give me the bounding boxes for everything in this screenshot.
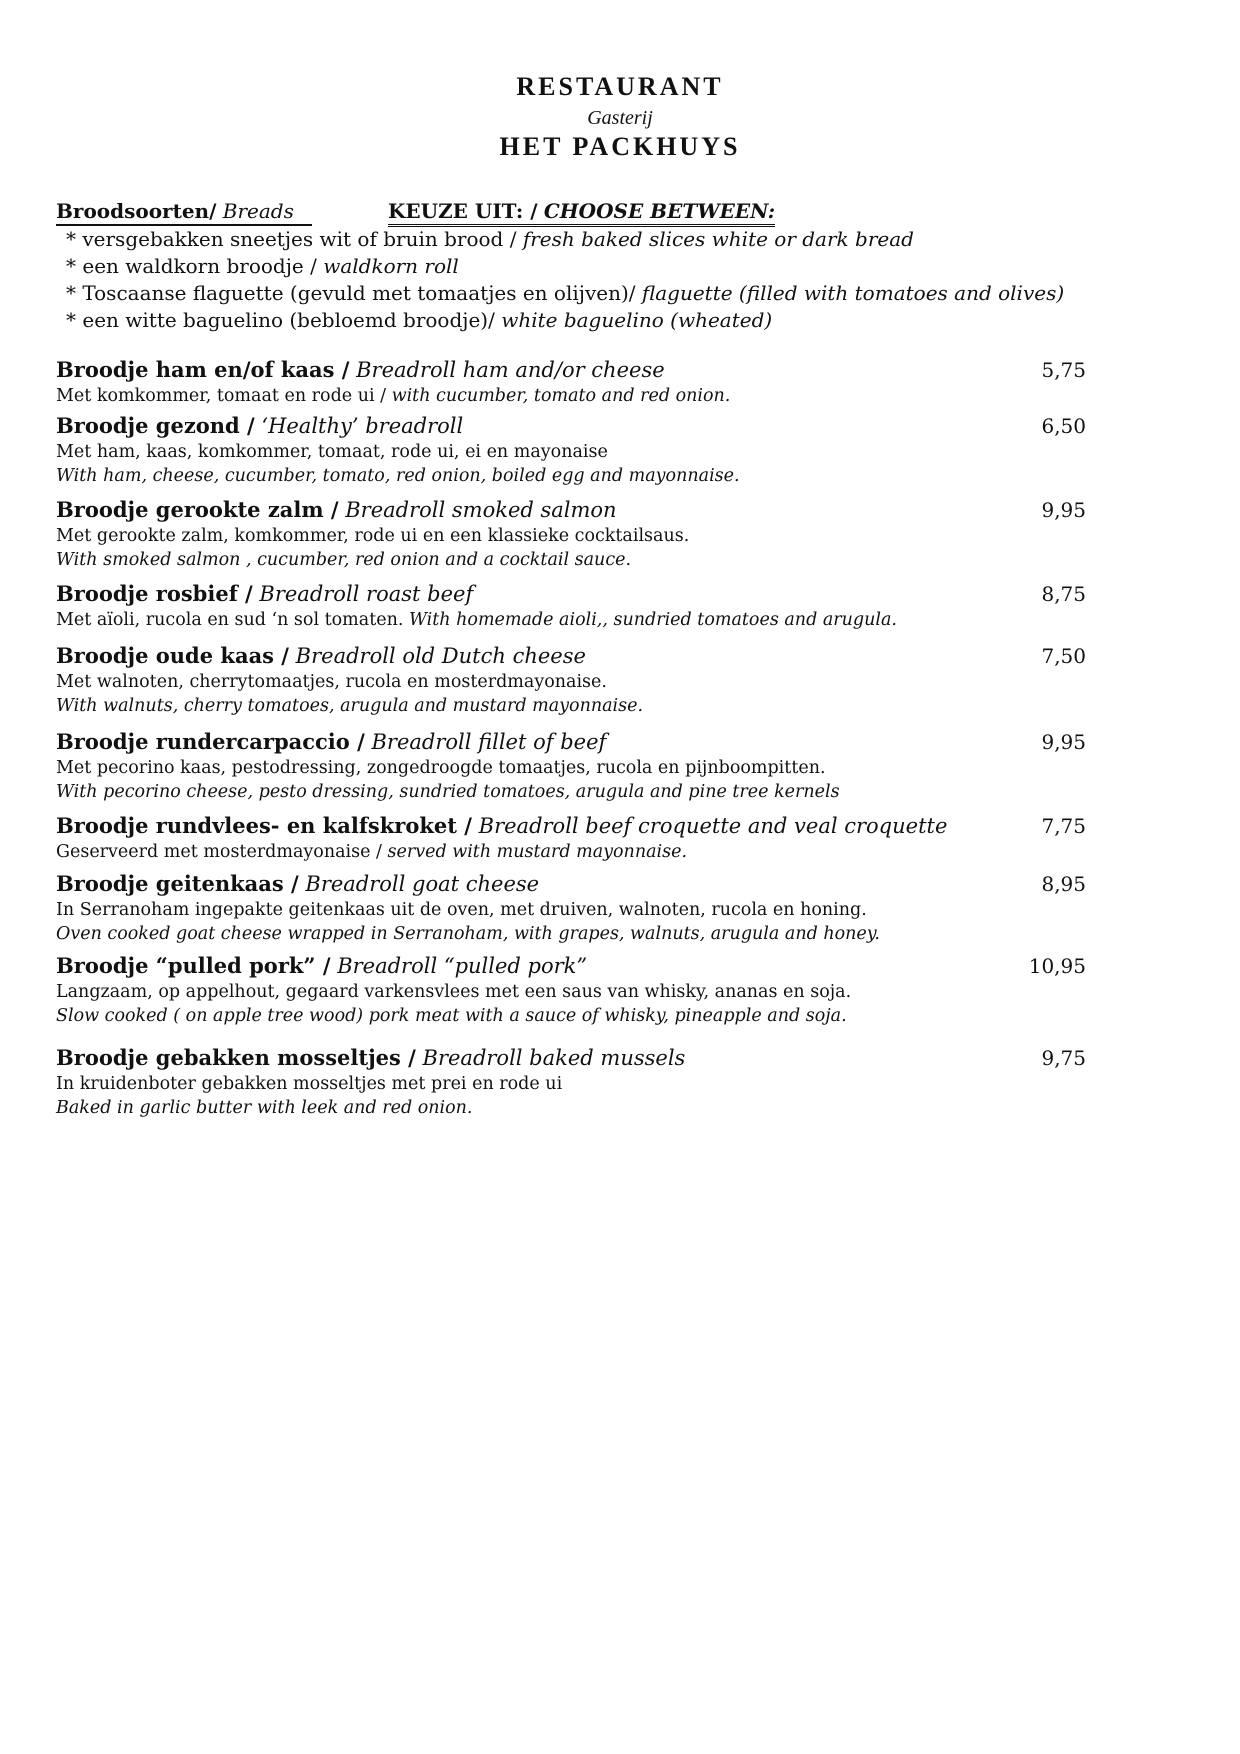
restaurant-header: [0, 72, 1240, 162]
menu-item: [56, 496, 1186, 572]
menu-item-description: [56, 980, 1186, 1004]
menu-item-description: [56, 608, 1186, 632]
menu-item-title: [56, 812, 1186, 840]
menu-items: [56, 356, 1186, 1120]
breads-title-en: Breads: [222, 199, 294, 223]
menu-item: [56, 728, 1186, 804]
menu-item-desc-nl: Met walnoten, cherrytomaatjes, rucola en mosterdmayonaise.: [56, 672, 607, 692]
menu-item-price: 9,95: [1041, 730, 1086, 754]
menu-item-price: 6,50: [1041, 414, 1086, 438]
menu-item-description: [56, 1072, 1186, 1096]
menu-item-desc-nl: In Serranoham ingepakte geitenkaas uit de oven, met druiven, walnoten, rucola en honing.: [56, 900, 867, 920]
menu-item-description: [56, 670, 1186, 694]
choose-between: [388, 198, 775, 227]
bread-option-nl: * versgebakken sneetjes wit of bruin brood /: [66, 227, 517, 251]
bread-option: [66, 280, 1186, 307]
choose-en: CHOOSE BETWEEN:: [543, 199, 776, 223]
menu-item-price: 9,95: [1041, 498, 1086, 522]
menu-item-desc-nl: Met komkommer, tomaat en rode ui /: [56, 386, 387, 406]
header-gasterij: Gasterij: [587, 107, 653, 129]
menu-item-name-en: Breadroll “pulled pork”: [337, 954, 588, 978]
bread-option-en: waldkorn roll: [323, 254, 459, 278]
menu-item-description-en: Slow cooked ( on apple tree wood) pork meat with a sauce of whisky, pineapple and soja.: [56, 1006, 847, 1026]
menu-item-description-en: Oven cooked goat cheese wrapped in Serranoham, with grapes, walnuts, arugula and honey.: [56, 924, 880, 944]
menu-item-title: [56, 728, 1186, 756]
menu-item-name-en: Breadroll roast beef: [259, 582, 474, 606]
bread-option-en: flaguette (filled with tomatoes and olives): [641, 281, 1065, 305]
menu-item-price: 8,75: [1041, 582, 1086, 606]
menu-item-name-en: Breadroll goat cheese: [305, 872, 540, 896]
menu-item-name-nl: Broodje ham en/of kaas /: [56, 357, 350, 382]
menu-item-description-en: With smoked salmon , cucumber, red onion and a cocktail sauce.: [56, 550, 632, 570]
menu-item-title: [56, 1044, 1186, 1072]
menu-item-title: [56, 952, 1186, 980]
menu-item-name-en: Breadroll smoked salmon: [345, 498, 617, 522]
menu-item-desc-nl: Langzaam, op appelhout, gegaard varkensvlees met een saus van whisky, ananas en soja.: [56, 982, 852, 1002]
menu-item-name-nl: Broodje rundvlees- en kalfskroket /: [56, 813, 472, 838]
menu-item-description-en: With pecorino cheese, pesto dressing, sundried tomatoes, arugula and pine tree kernels: [56, 782, 840, 802]
menu-item-title: [56, 496, 1186, 524]
menu-item-name-en: Breadroll fillet of beef: [371, 730, 607, 754]
menu-item-description: [56, 440, 1186, 464]
menu-item-description: [56, 384, 1186, 408]
menu-item-desc-nl: Met pecorino kaas, pestodressing, zongedroogde tomaatjes, rucola en pijnboompitten.: [56, 758, 826, 778]
menu-item-desc-nl: Met ham, kaas, komkommer, tomaat, rode ui, ei en mayonaise: [56, 442, 608, 462]
menu-item-desc-inline-en: with cucumber, tomato and red onion.: [391, 386, 731, 406]
menu-item-price: 8,95: [1041, 872, 1086, 896]
breads-section: [56, 198, 1186, 334]
menu-item: [56, 412, 1186, 488]
bread-option-nl: * Toscaanse flaguette (gevuld met tomaatjes en olijven)/: [66, 281, 636, 305]
menu-item: [56, 580, 1186, 632]
menu-item-description: [56, 756, 1186, 780]
bread-option-en: fresh baked slices white or dark bread: [522, 227, 914, 251]
menu-item: [56, 642, 1186, 718]
bread-option-en: white baguelino (wheated): [501, 308, 773, 332]
menu-item-desc-nl: Geserveerd met mosterdmayonaise /: [56, 842, 382, 862]
bread-option: [66, 307, 1186, 334]
menu-item-desc-inline-en: With homemade aioli,, sundried tomatoes and arugula.: [409, 610, 897, 630]
menu-item-desc-nl: Met gerookte zalm, komkommer, rode ui en een klassieke cocktailsaus.: [56, 526, 690, 546]
header-name: HET PACKHUYS: [499, 132, 741, 161]
menu-item-name-en: Breadroll beef croquette and veal croquette: [478, 814, 948, 838]
menu-item-price: 7,75: [1041, 814, 1086, 838]
menu-item-description-en: Baked in garlic butter with leek and red onion.: [56, 1098, 473, 1118]
menu-item-title: [56, 412, 1186, 440]
menu-item-name-nl: Broodje gebakken mosseltjes /: [56, 1045, 416, 1070]
menu-item-description-en: With walnuts, cherry tomatoes, arugula and mustard mayonnaise.: [56, 696, 644, 716]
menu-item-price: 5,75: [1041, 358, 1086, 382]
menu-item: [56, 356, 1186, 408]
menu-item-description: [56, 898, 1186, 922]
menu-item-desc-nl: In kruidenboter gebakken mosseltjes met prei en rode ui: [56, 1074, 563, 1094]
menu-item-price: 10,95: [1028, 954, 1086, 978]
menu-item-title: [56, 356, 1186, 384]
menu-item-name-nl: Broodje gezond /: [56, 413, 255, 438]
menu-item-description: [56, 524, 1186, 548]
bread-option-nl: * een waldkorn broodje /: [66, 254, 317, 278]
header-restaurant: RESTAURANT: [516, 72, 724, 101]
menu-item-name-nl: Broodje oude kaas /: [56, 643, 289, 668]
menu-item-name-en: ‘Healthy’ breadroll: [261, 414, 464, 438]
bread-option-nl: * een witte baguelino (bebloemd broodje)/: [66, 308, 495, 332]
menu-item-name-en: Breadroll old Dutch cheese: [295, 644, 586, 668]
menu-item-desc-inline-en: served with mustard mayonnaise.: [387, 842, 688, 862]
menu-item-desc-nl: Met aïoli, rucola en sud ‘n sol tomaten.: [56, 610, 404, 630]
menu-item: [56, 952, 1186, 1028]
menu-item-name-en: Breadroll ham and/or cheese: [356, 358, 665, 382]
bread-option: [66, 226, 1186, 253]
menu-item-price: 7,50: [1041, 644, 1086, 668]
menu-item: [56, 870, 1186, 946]
menu-item-name-nl: Broodje rundercarpaccio /: [56, 729, 365, 754]
menu-item-title: [56, 580, 1186, 608]
menu-item-title: [56, 870, 1186, 898]
breads-title-nl: Broodsoorten/: [56, 199, 217, 223]
menu-item-description: [56, 840, 1186, 864]
menu-item: [56, 1044, 1186, 1120]
menu-item-name-nl: Broodje gerookte zalm /: [56, 497, 339, 522]
menu-item: [56, 812, 1186, 864]
breads-heading: [56, 198, 1186, 224]
menu-item-name-nl: Broodje rosbief /: [56, 581, 253, 606]
menu-item-price: 9,75: [1041, 1046, 1086, 1070]
menu-item-title: [56, 642, 1186, 670]
choose-nl: KEUZE UIT: /: [388, 199, 538, 223]
breads-title: [56, 198, 312, 226]
bread-option: [66, 253, 1186, 280]
menu-item-name-nl: Broodje “pulled pork” /: [56, 953, 331, 978]
menu-item-description-en: With ham, cheese, cucumber, tomato, red onion, boiled egg and mayonnaise.: [56, 466, 740, 486]
menu-item-name-nl: Broodje geitenkaas /: [56, 871, 299, 896]
menu-item-name-en: Breadroll baked mussels: [422, 1046, 686, 1070]
